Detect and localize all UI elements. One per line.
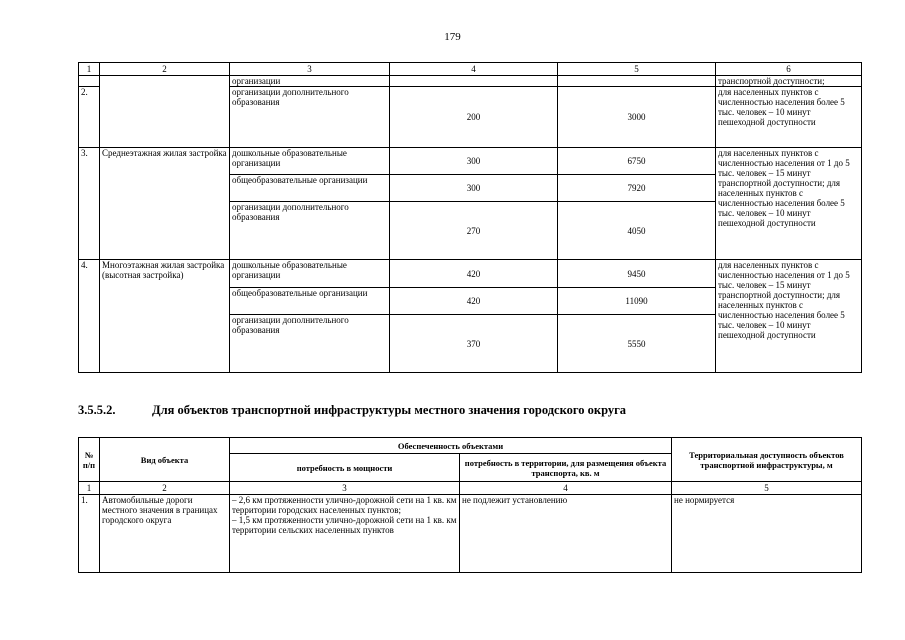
territory-requirement: не подлежит установлению	[460, 495, 672, 573]
header-provision: Обеспеченность объектами	[230, 438, 672, 454]
capacity-value: 300	[390, 148, 558, 175]
capacity-requirement	[230, 495, 460, 573]
capacity-value: 420	[390, 288, 558, 315]
capacity-rural: – 1,5 км протяженности улично-дорожной сети на 1 кв. км территории сельских населенных пунктов	[232, 515, 457, 535]
column-number: 6	[716, 63, 862, 76]
column-number: 4	[390, 63, 558, 76]
territory-value: 4050	[558, 202, 716, 260]
development-type: Среднеэтажная жилая застройка	[100, 148, 230, 260]
section-heading	[78, 403, 626, 418]
facility-name: дошкольные образовательные организации	[230, 260, 390, 288]
row-number: 4.	[79, 260, 100, 373]
header-territory: потребность в территории, для размещения объекта транспорта, кв. м	[460, 454, 672, 482]
capacity-value: 420	[390, 260, 558, 288]
header-capacity: потребность в мощности	[230, 454, 460, 482]
facility-name: общеобразовательные организации	[230, 175, 390, 202]
header-object-type: Вид объекта	[100, 438, 230, 482]
row-number: 2.	[79, 87, 100, 148]
facility-name: организации	[230, 76, 390, 87]
table-row	[79, 148, 862, 175]
table-row	[79, 260, 862, 288]
facility-name: организации дополнительного образования	[230, 87, 390, 148]
transport-infrastructure-table	[78, 437, 862, 573]
table-header-row	[79, 63, 862, 76]
column-number: 2	[100, 482, 230, 495]
column-number: 1	[79, 63, 100, 76]
capacity-value: 370	[390, 315, 558, 373]
facilities-norms-table	[78, 62, 862, 373]
table-row	[79, 76, 862, 87]
territory-value: 11090	[558, 288, 716, 315]
table-row	[79, 495, 862, 573]
header-number: № п/п	[79, 438, 100, 482]
territory-value: 9450	[558, 260, 716, 288]
capacity-value: 270	[390, 202, 558, 260]
table-header-row	[79, 482, 862, 495]
column-number: 5	[672, 482, 862, 495]
section-number: 3.5.5.2.	[78, 403, 116, 417]
column-number: 2	[100, 63, 230, 76]
column-number: 3	[230, 63, 390, 76]
facility-name: организации дополнительного образования	[230, 202, 390, 260]
territory-value: 6750	[558, 148, 716, 175]
accessibility-text: транспортной доступности;	[716, 76, 862, 87]
row-number: 1.	[79, 495, 100, 573]
development-type: Многоэтажная жилая застройка (высотная застройка)	[100, 260, 230, 373]
header-accessibility: Территориальная доступность объектов транспортной инфраструктуры, м	[672, 438, 862, 482]
column-number: 1	[79, 482, 100, 495]
territory-value: 7920	[558, 175, 716, 202]
accessibility-text: для населенных пунктов с численностью населения от 1 до 5 тыс. человек – 15 минут транспортной доступности; для населенных пунктов с численностью населения более 5 тыс. человек – 10 минут пешеходной доступности	[716, 148, 862, 260]
section-title: Для объектов транспортной инфраструктуры местного значения городского округа	[152, 403, 627, 417]
column-number: 3	[230, 482, 460, 495]
capacity-urban: – 2,6 км протяженности улично-дорожной сети на 1 кв. км территории городских населенных пунктов;	[232, 495, 457, 515]
row-number: 3.	[79, 148, 100, 260]
column-number: 4	[460, 482, 672, 495]
capacity-value: 300	[390, 175, 558, 202]
territory-value: 5550	[558, 315, 716, 373]
table-header-row	[79, 438, 862, 454]
territory-value: 3000	[558, 87, 716, 148]
accessibility-text: для населенных пунктов с численностью населения более 5 тыс. человек – 10 минут пешеходной доступности	[716, 87, 862, 148]
column-number: 5	[558, 63, 716, 76]
accessibility-requirement: не нормируется	[672, 495, 862, 573]
facility-name: организации дополнительного образования	[230, 315, 390, 373]
facility-name: дошкольные образовательные организации	[230, 148, 390, 175]
facility-name: общеобразовательные организации	[230, 288, 390, 315]
object-type: Автомобильные дороги местного значения в границах городского округа	[100, 495, 230, 573]
capacity-value: 200	[390, 87, 558, 148]
accessibility-text: для населенных пунктов с численностью населения от 1 до 5 тыс. человек – 15 минут транспортной доступности; для населенных пунктов с численностью населения более 5 тыс. человек – 10 минут пешеходной доступности	[716, 260, 862, 373]
page-number: 179	[444, 31, 461, 43]
